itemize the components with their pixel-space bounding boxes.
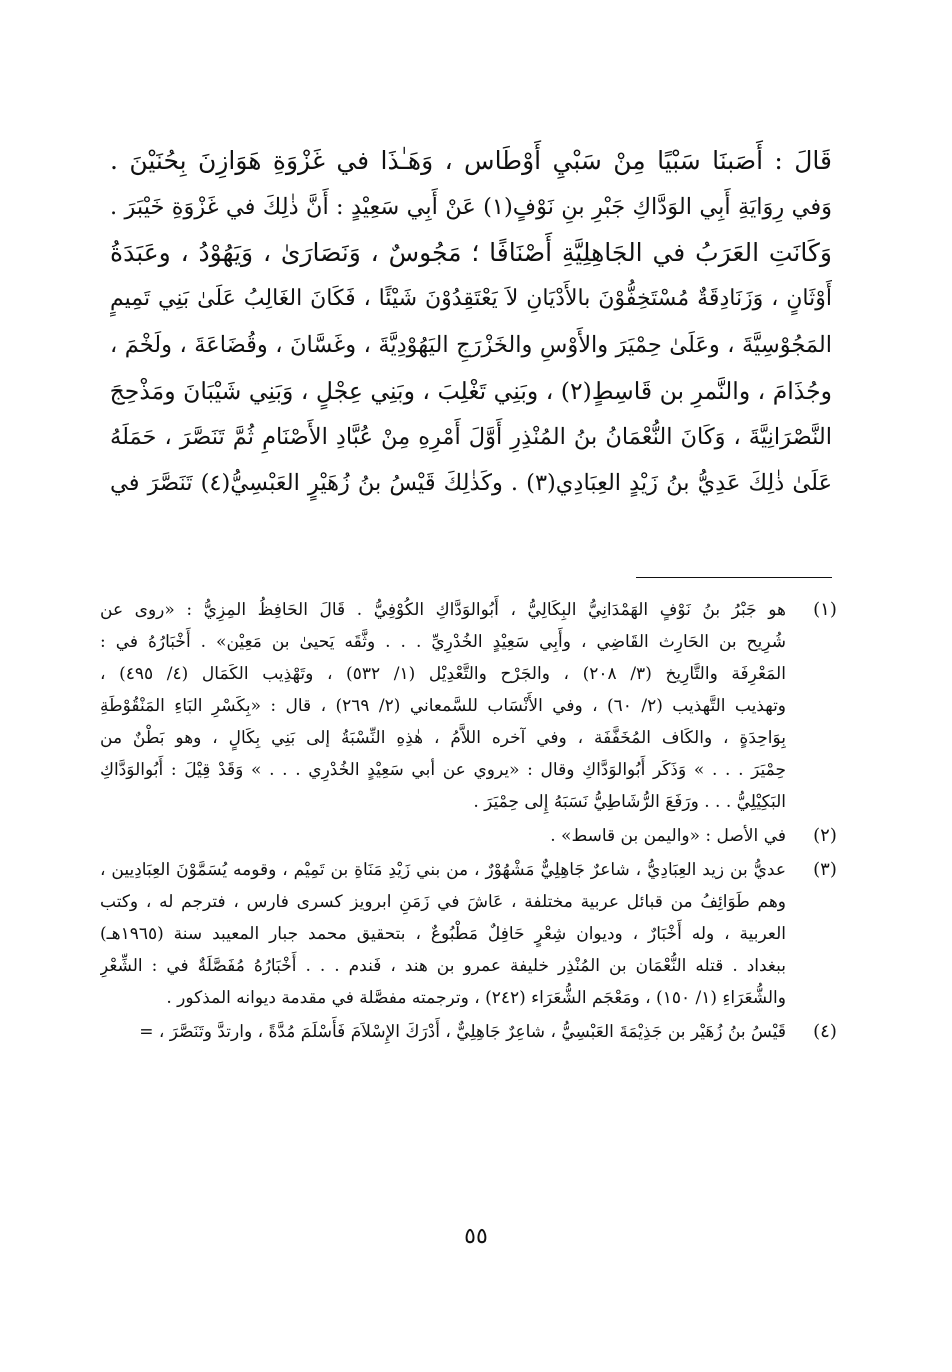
footnote-1 (100, 594, 842, 818)
footnote-4 (100, 1016, 842, 1048)
footnote-separator (636, 577, 832, 578)
page-number: ٥٥ (464, 1224, 488, 1249)
main-text-line: النَّصْرَانِيَّةَ ، وَكَانَ النُّعْمَانُ بنُ المُنْذِرِ أَوَّلَ أَمْرِهِ مِنْ عُبَّادِ الأَصْنَامِ ثُمَّ تَنَصَّرَ ، حَمَلَهُ (110, 424, 832, 450)
main-text-line: المَجُوْسِيَّةَ ، وعَلَىٰ حِمْيَرَ والأَوْسِ والخَزْرَجِ اليَهُوْدِيَّةَ ، وغَسَّانَ ، وقُضَاعَةَ ، ولَخْمَ ، (110, 332, 832, 358)
footnote-number: (٢) (813, 825, 837, 846)
footnote-line: العربية ، وله أَخْبَارٌ ، وديوان شِعْرٍ حَافِلٌ مَطْبُوعٌ ، بتحقيق محمد جبار المعيبد سنة (١٩٦٥هـ) (100, 924, 786, 944)
main-text-line: وَكَانَتِ العَرَبُ في الجَاهِلِيَّةِ أَصْنَافًا ؛ مَجُوسٌ ، وَنَصَارَىٰ ، وَيَهُوْدُ ، وعَبَدَةُ (110, 238, 832, 267)
footnote-line: عديُّ بن زيد العِبَادِيُّ ، شاعرٌ جَاهِلِيٌّ مَشْهُوْرٌ ، من بني زَيْدِ مَنَاةِ بن تَمِيْم ، وقومه يُسَمَّوْنَ العِبَادِيين ، (100, 860, 786, 880)
main-text-line: عَلَىٰ ذٰلِكَ عَدِيُّ بنُ زَيْدٍ العِبَادِي(٣) . وكَذٰلِكَ قَيْسُ بنُ زُهَيْرٍ العَبْسِيُّ(٤) تَنَصَّرَ في (110, 470, 832, 496)
footnote-line: حِمْيَرَ . . . » وَذَكَر أَبُوالوَدَّاكِ وقال : «يروي عن أبي سَعِيْدٍ الخُدْرِي . . . » وَقَدْ قِيْلَ : أَبُوالوَدَّاكِ (100, 760, 786, 780)
footnote-text (100, 594, 786, 818)
footnote-number: (٣) (813, 859, 837, 880)
footnotes (100, 594, 842, 1048)
footnote-line: في الأصل : «واليمن بن قاسط» . (550, 826, 786, 846)
footnote-3 (100, 854, 842, 1014)
main-text (110, 138, 832, 506)
footnote-text (100, 1016, 786, 1048)
footnote-line: قَيْسُ بنُ زُهَيْر بن جَذِيْمَةَ العَبْسِيُّ ، شاعِرٌ جَاهِلِيٌّ ، أَدْرَكَ الإِسْلاَمَ فَأَسْلَمَ مُدَّةً ، وارتدَّ وتَنَصَّرَ ، = (139, 1022, 786, 1042)
footnote-text (100, 820, 786, 852)
footnote-line: المَعْرِفَة والتَّارِيخ (٣/ ٢٠٨) ، والجَرْح والتَّعْدِيْل (١/ ٥٣٢) ، وتَهْذِيب الكَمَال (٤/ ٤٩٥) ، (100, 664, 786, 684)
footnote-line: ببغداد . قتله النُّعْمَان بن المُنْذِر خليفة عمرو بن هند ، فَندم . . . أَخْبَارُهُ مُفَصَّلَةٌ في : الشِّعْرِ (100, 956, 786, 976)
footnote-number: (١) (813, 599, 837, 620)
footnote-line: وهم طَوَائِفُ من قبائل عربية مختلفة ، عَاشَ في زَمَنِ ابرويز كسرى فارس ، فترجم له ، وكتب (100, 892, 786, 912)
footnote-number: (٤) (813, 1021, 837, 1042)
footnote-line: بِوَاحِدَةٍ ، والكَاف المُخَفَّفَة ، وفي آخره اللاَّمُ ، هٰذِهِ النِّسْبَةُ إلى بَنِي بِكَالٍ ، وهو بَطْنٌ من (100, 728, 786, 748)
main-text-line: وَفي رِوَايَةِ أَبِي الوَدَّاكِ جَبْرِ بنِ نَوْفٍ(١) عَنْ أَبِي سَعِيْدٍ : أَنَّ ذٰلِكَ في غَزْوَةِ خَيْبَرَ . (110, 194, 832, 220)
main-text-line: أَوْثَانٍ ، وَزَنَادِقَةٌ مُسْتَخِفُّوْنَ بالأَدْيَانِ لاَ يَعْتَقِدُوْنَ شَيْئًا ، فَكَانَ الغَالِبُ عَلَىٰ بَنِي تَمِيمٍ (110, 286, 832, 311)
footnote-line: والشُّعَرَاءِ (١/ ١٥٠) ، ومَعْجَم الشُّعَرَاء (٢٤٢) ، وترجمته مفصَّلة في مقدمة ديوانه المذكور . (166, 988, 786, 1008)
footnote-text (100, 854, 786, 1014)
main-text-line: وجُذَامَ ، والنَّمرِ بن قَاسِطٍ(٢) ، وبَنِي تَغْلِبَ ، وبَنِي عِجْلٍ ، وَبَنِي شَيْبَانَ ومَذْحِجَ (110, 377, 832, 405)
footnote-line: وتهذيب التَّهذيب (٢/ ٦٠) ، وفي الأَنْسَاب للسَّمعاني (٢/ ٢٦٩) ، قال : «بِكَسْرِ البَاءِ المَنْقُوْطَةِ (100, 696, 786, 716)
footnote-line: شُرِيح بن الحَارِث القَاضِي ، وأَبِي سَعِيْدٍ الخُدْرِيِّ . . . وثَّقَه يَحيىٰ بن مَعِيْن» . أَخْبَارُهُ في : (100, 632, 786, 652)
footnote-2 (100, 820, 842, 852)
footnote-line: البَكِيْلِيُّ . . . ورَفَعَ الرُّشَاطِيُّ نَسَبَهُ إِلى حِمْيَرَ . (473, 792, 786, 812)
main-text-line: قَالَ : أَصَبنَا سَبْيًا مِنْ سَبْيِ أَوْطَاس ، وَهَـٰذَا في غَزْوَةِ هَوَازِنَ بِحُنَيْنَ . (110, 146, 832, 175)
footnote-line: هو جَبْرُ بنُ نَوْفٍ الهَمْدَانِيُّ البِكَالِيُّ ، أَبُوالوَدَّاكِ الكُوْفِيُّ . قَالَ الحَافِظُ المِزِيُّ : «روى عن (100, 600, 786, 620)
